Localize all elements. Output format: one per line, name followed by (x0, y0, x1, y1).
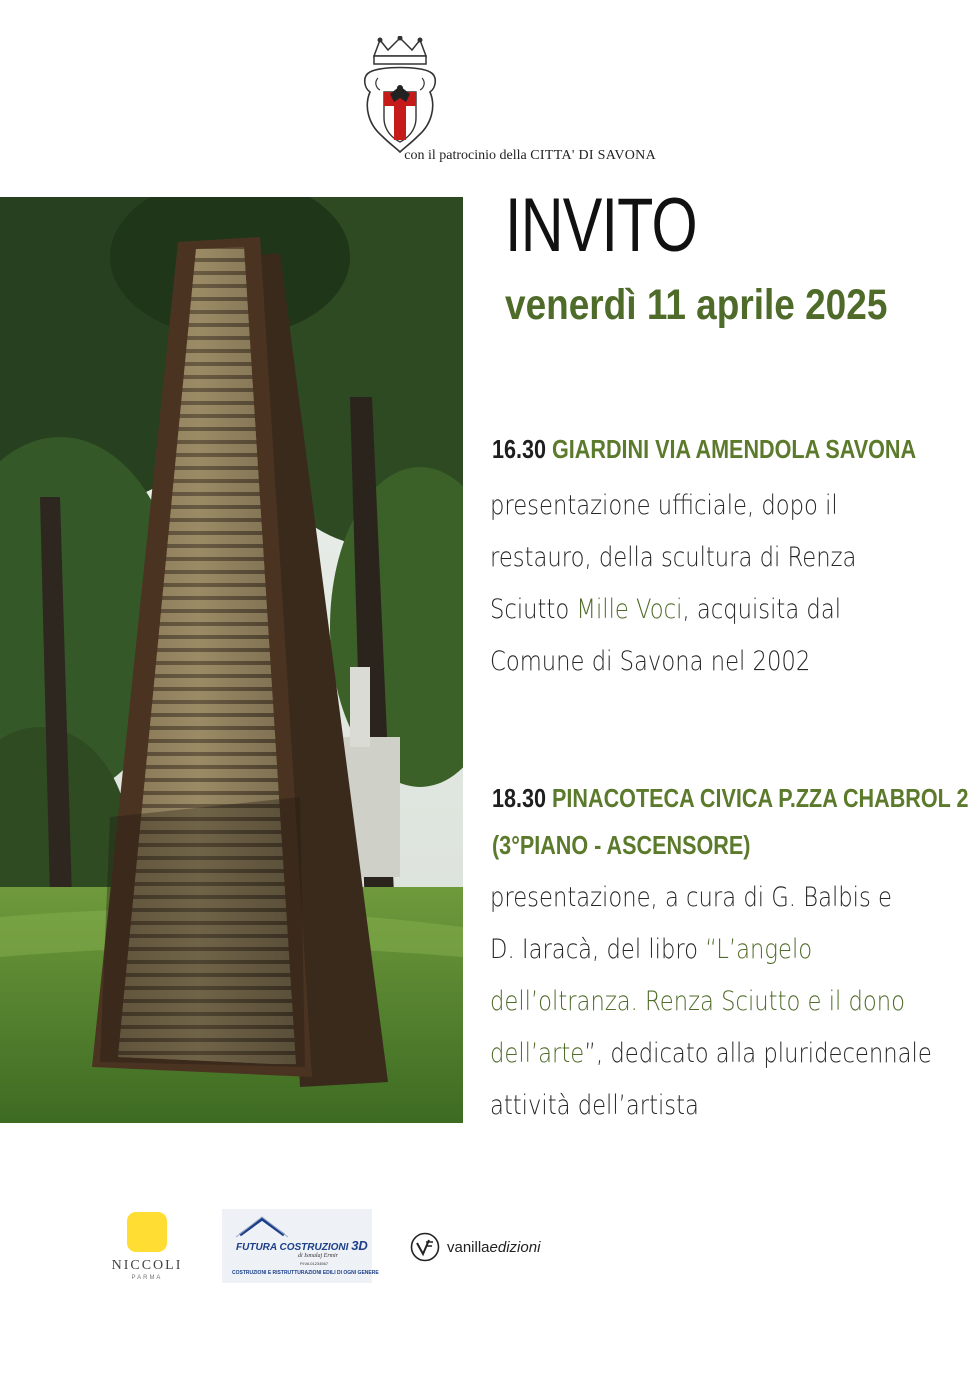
event-1-description (490, 480, 960, 688)
futura-costruzioni-logo (222, 1209, 379, 1283)
vanilla-name (447, 1239, 540, 1256)
niccoli-logo (108, 1212, 186, 1284)
event-2-place: PINACOTECA CIVICA P.ZZA CHABROL 2 (552, 783, 969, 813)
patronage-prefix: con il patrocinio della (404, 148, 527, 163)
sculpture-photo (0, 197, 463, 1123)
book-title-part-2: dell’oltranza. Renza Sciutto e il dono (490, 986, 906, 1017)
patronage-city: CITTA' DI SAVONA (530, 148, 656, 163)
book-title-part-3: dell’arte (490, 1038, 585, 1069)
event-2-time: 18.30 (492, 783, 547, 813)
event-2-line-4 (490, 1028, 932, 1080)
futura-owner: di Ismalaj Ermir (298, 1253, 339, 1259)
event-1-line-3-post: , acquisita dal (682, 594, 842, 625)
event-1-line-4: Comune di Savona nel 2002 (490, 646, 811, 677)
event-2-subplace: (3°PIANO - ASCENSORE) (492, 830, 751, 860)
vanilla-name-bold: vanilla (447, 1238, 490, 1256)
event-1-line-3 (490, 584, 885, 636)
event-1-time: 16.30 (492, 434, 547, 464)
event-2-line-1: presentazione, a cura di G. Balbis e (490, 882, 892, 913)
event-1-line-2: restauro, della scultura di Renza (490, 542, 857, 573)
event-2-description (490, 872, 960, 1132)
event-2-heading (492, 785, 968, 811)
futura-description: COSTRUZIONI E RISTRUTTURAZIONI EDILI DI OGNI GENERE (232, 1270, 379, 1276)
event-1-place: GIARDINI VIA AMENDOLA SAVONA (552, 434, 917, 464)
event-1-line-3-pre: Sciutto (490, 594, 577, 625)
vanilla-v-icon (410, 1232, 440, 1262)
niccoli-mark-icon (127, 1212, 167, 1252)
event-date: venerdì 11 aprile 2025 (505, 281, 888, 329)
vanilla-edizioni-logo (410, 1229, 540, 1265)
event-2-line-5: attività dell’artista (490, 1090, 699, 1121)
niccoli-sub: PARMA (131, 1275, 163, 1281)
event-2-line-3 (490, 976, 906, 1028)
niccoli-name: NICCOLI (111, 1258, 183, 1273)
event-1-line-1: presentazione ufficiale, dopo il (490, 490, 838, 521)
event-1-heading (492, 436, 916, 462)
futura-title-text: FUTURA COSTRUZIONI (236, 1242, 349, 1253)
event-2-line-2-pre: D. Iaracà, del libro (490, 934, 706, 965)
futura-title (236, 1238, 368, 1253)
event-2-line-2 (490, 924, 885, 976)
event-2-line-4-post: ”, dedicato alla pluridecennale (584, 1038, 932, 1069)
futura-3d: 3D (351, 1238, 368, 1253)
futura-piva: P.IVA 01234567 (300, 1261, 329, 1266)
savona-coat-of-arms (360, 36, 440, 154)
book-title-part-1: “L’angelo (705, 934, 813, 965)
invitation-title: INVITO (505, 183, 697, 268)
vanilla-name-rest: edizioni (489, 1238, 541, 1256)
sculpture-title: Mille Voci (576, 594, 683, 625)
patronage-note (0, 148, 656, 164)
